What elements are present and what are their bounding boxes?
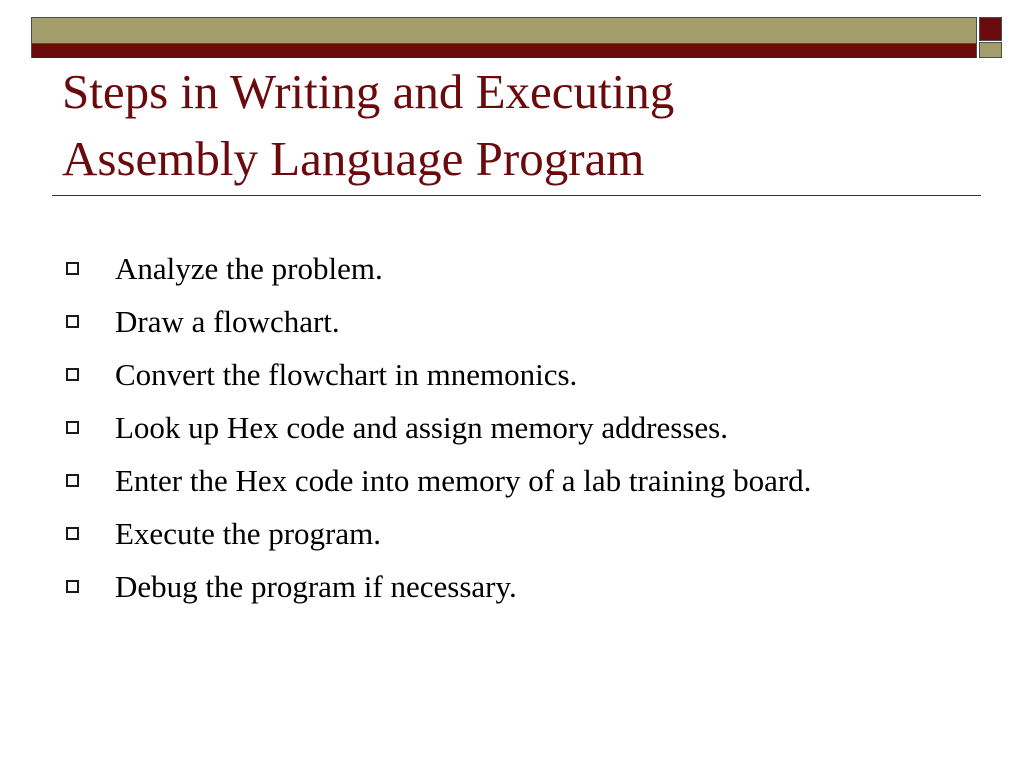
hollow-square-bullet-icon: [66, 262, 79, 275]
header-decoration-stripe: [32, 43, 976, 58]
slide-title: [62, 58, 962, 192]
bullet-text: Debug the program if necessary.: [115, 569, 517, 604]
bullet-item: [66, 460, 996, 513]
slide-title-line-1: Steps in Writing and Executing: [62, 64, 675, 119]
hollow-square-bullet-icon: [66, 474, 79, 487]
bullet-text: Look up Hex code and assign memory addresses.: [115, 410, 728, 445]
bullet-text: Convert the flowchart in mnemonics.: [115, 357, 578, 392]
hollow-square-bullet-icon: [66, 421, 79, 434]
bullet-text: Enter the Hex code into memory of a lab training board.: [115, 463, 812, 498]
hollow-square-bullet-icon: [66, 527, 79, 540]
slide-title-line-2: Assembly Language Program: [62, 131, 645, 186]
header-decoration-band: [31, 17, 977, 58]
bullet-text: Analyze the problem.: [115, 251, 383, 286]
hollow-square-bullet-icon: [66, 580, 79, 593]
bullet-item: [66, 566, 996, 619]
bullet-item: [66, 513, 996, 566]
corner-decoration-red-square: [979, 17, 1002, 41]
bullet-item: [66, 354, 996, 407]
hollow-square-bullet-icon: [66, 315, 79, 328]
title-divider: [52, 195, 981, 196]
corner-decoration-olive-square: [979, 42, 1002, 58]
bullet-text: Draw a flowchart.: [115, 304, 340, 339]
bullet-list: [66, 248, 996, 619]
bullet-item: [66, 248, 996, 301]
hollow-square-bullet-icon: [66, 368, 79, 381]
bullet-text: Execute the program.: [115, 516, 381, 551]
bullet-item: [66, 301, 996, 354]
bullet-item: [66, 407, 996, 460]
